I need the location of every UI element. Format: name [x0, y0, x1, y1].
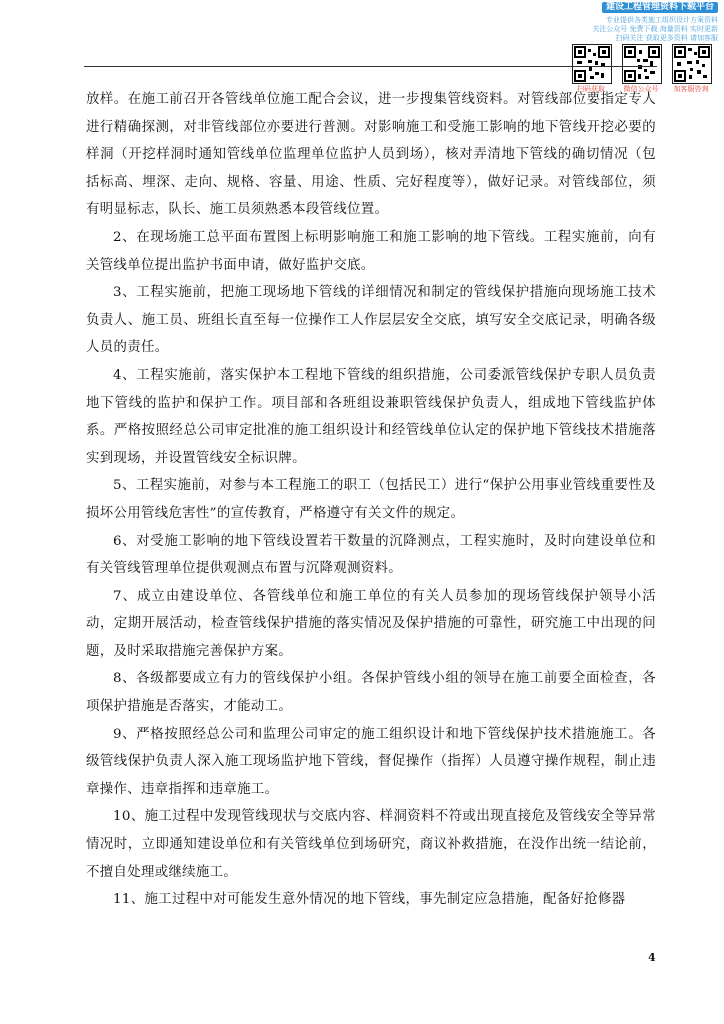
paragraph-item-7: 7、成立由建设单位、各管线单位和施工单位的有关人员参加的现场管线保护领导小活动，定期开展活动，检查管线保护措施的落实情况及保护措施的可靠性，研究施工中出现的问题，及时采取措施完善保护方案。 — [86, 588, 656, 659]
qr-label-2: 微信公众号 — [623, 85, 659, 93]
watermark-line-3: 扫码关注 获取更多资料 请加客服 — [615, 34, 718, 42]
qr-code-icon[interactable] — [622, 44, 662, 84]
paragraph-item-2: 2、在现场施工总平面布置图上标明影响施工和施工影响的地下管线。工程实施前，向有关管线单位提出监护书面申请，做好监护交底。 — [86, 229, 656, 273]
qr-label-3: 加客服咨询 — [673, 85, 709, 93]
qr-code-icon[interactable] — [672, 44, 712, 84]
qr-label-1: 扫码获取 — [577, 85, 605, 93]
paragraph-item-5: 5、工程实施前，对参与本工程施工的职工（包括民工）进行“保护公用事业管线重要性及损坏公用管线危害性”的宣传教育，严格遵守有关文件的规定。 — [86, 478, 656, 521]
paragraph-item-8: 8、各级都要成立有力的管线保护小组。各保护管线小组的领导在施工前要全面检查，各项保护措施是否落实，才能动工。 — [86, 671, 656, 715]
paragraph-item-9: 9、严格按照经总公司和监理公司审定的施工组织设计和地下管线保护技术措施施工。各级管线保护负责人深入施工现场监护地下管线，督促操作（指挥）人员遵守操作规程，制止违章操作、违章指挥和违章施工。 — [86, 726, 656, 797]
qr-code-icon[interactable] — [572, 44, 612, 84]
paragraph-continued: 放样。在施工前召开各管线单位施工配合会议，进一步搜集管线资料。对管线部位要指定专人进行精确探测，对非管线部位亦要进行普测。对影响施工和受施工影响的地下管线开挖必要的样洞（开挖样洞时通知管线单位监理单位监护人员到场），核对弄清地下管线的确切情况（包括标高、埋深、走向、规格、容量、用途、性质、完好程度等），做好记录。对管线部位，须有明显标志，队长、施工员须熟悉本段管线位置。 — [86, 92, 656, 218]
paragraph-item-4: 4、工程实施前，落实保护本工程地下管线的组织措施，公司委派管线保护专职人员负责地下管线的监护和保护工作。项目部和各班组设兼职管线保护负责人，组成地下管线监护体系。严格按照经总公司审定批准的施工组织设计和经管线单位认定的保护地下管线技术措施落实到现场，并设置管线安全标识牌。 — [86, 367, 656, 466]
paragraph-item-11: 11、施工过程中对可能发生意外情况的地下管线，事先制定应急措施，配备好抢修器 — [113, 892, 626, 908]
document-body — [86, 86, 656, 914]
watermark-line-1: 专业提供各类施工组织设计方案资料 — [606, 16, 718, 24]
paragraph-item-10: 10、施工过程中发现管线现状与交底内容、样洞资料不符或出现直接危及管线安全等异常情况时，立即通知建设单位和有关管线单位到场研究，商议补救措施，在没作出统一结论前，不擅自处理或继续施工。 — [86, 809, 656, 880]
watermark-line-2: 关注公众号 免费下载 海量资料 实时更新 — [592, 25, 718, 33]
header-divider — [84, 66, 657, 67]
paragraph-item-3: 3、工程实施前，把施工现场地下管线的详细情况和制定的管线保护措施向现场施工技术负责人、施工员、班组长直至每一位操作工人作层层安全交底，填写安全交底记录，明确各级人员的责任。 — [86, 285, 656, 356]
watermark-banner — [562, 0, 722, 100]
page-number: 4 — [648, 951, 656, 964]
paragraph-item-6: 6、对受施工影响的地下管线设置若干数量的沉降测点，工程实施时，及时向建设单位和有关管线管理单位提供观测点布置与沉降观测资料。 — [86, 533, 656, 577]
watermark-title: 建设工程管理资料下载平台 — [602, 2, 718, 13]
